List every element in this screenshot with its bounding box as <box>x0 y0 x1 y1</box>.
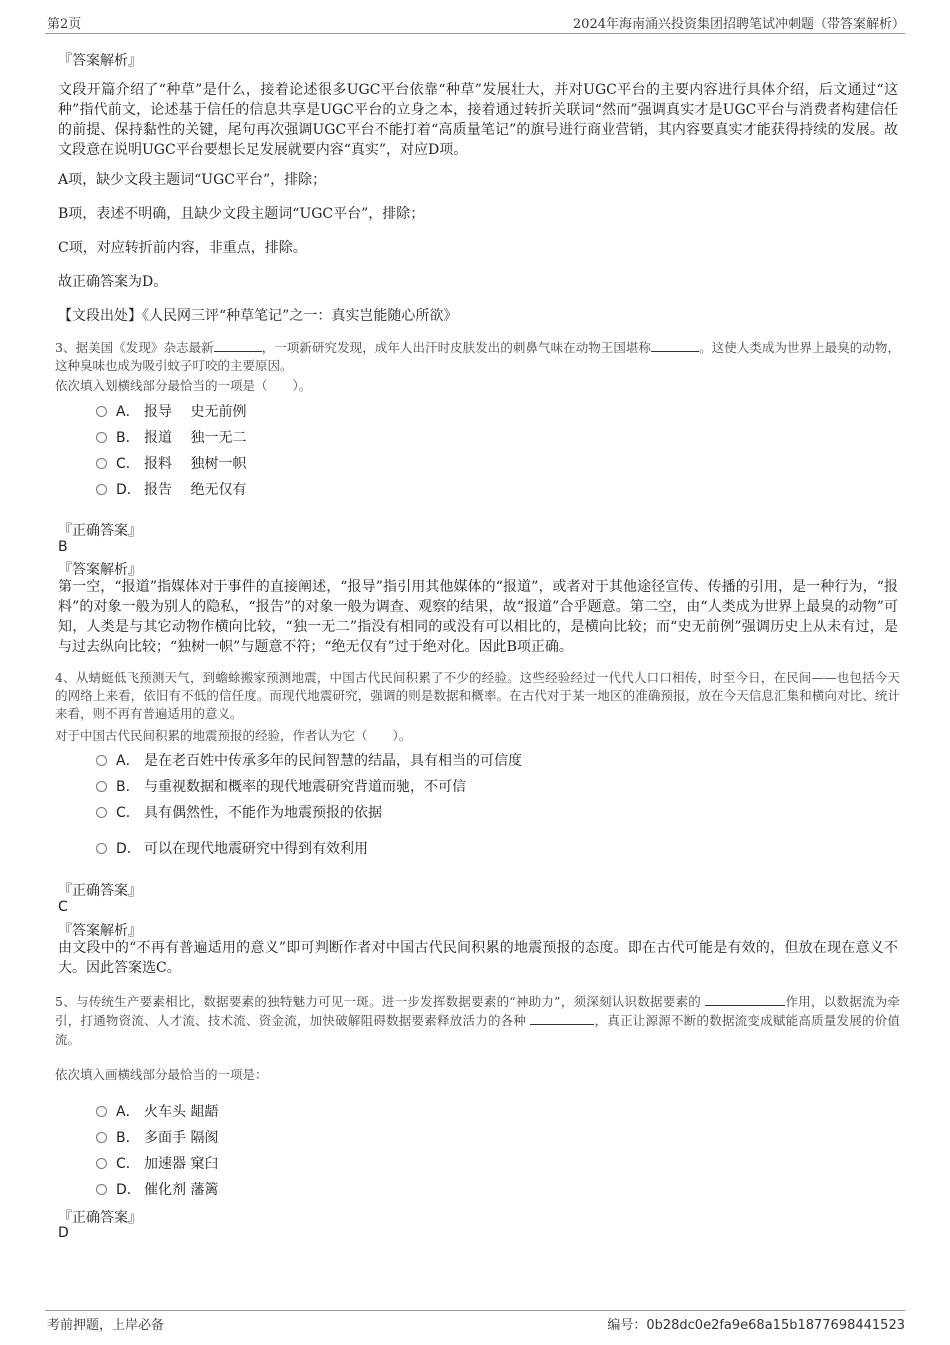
correct-answer-label: 『正确答案』 <box>58 523 142 539</box>
radio-icon[interactable] <box>96 432 107 443</box>
blank-2 <box>530 1012 594 1025</box>
correct-answer-label: 『正确答案』 <box>58 1210 142 1226</box>
footer-slogan: 考前押题，上岸必备 <box>47 1318 165 1333</box>
analysis-paragraph: 文段开篇介绍了“种草”是什么，接着论述很多UGC平台依靠“种草”发展壮大，并对UGC平台的主要内容进行具体介绍，后文通过“这种”指代前文，论述基于信任的信息共享是UGC平台的立身之本，接着通过转折关联词“然而”强调真实才是UGC平台与消费者构建信任的前提、保持黏性的关键，尾句再次强调UGC平台不能打着“高质量笔记”的旗号进行商业营销，其内容要真实才能获得持续的发展。故文段意在说明UGC平台要想长足发展就要内容“真实”，对应D项。 <box>58 82 898 158</box>
footer-document-id: 编号：0b28dc0e2fa9e68a15b1877698441523 <box>607 1318 905 1333</box>
analysis-line-a: A项，缺少文段主题词“UGC平台”，排除； <box>58 172 327 188</box>
correct-answer: D <box>58 1225 69 1241</box>
radio-icon[interactable] <box>96 781 107 792</box>
analysis-label: 『答案解析』 <box>58 562 142 578</box>
radio-icon[interactable] <box>96 458 107 469</box>
page-number: 第2页 <box>47 17 82 32</box>
analysis-label: 『答案解析』 <box>58 923 142 939</box>
radio-icon[interactable] <box>96 807 107 818</box>
footer-rule <box>45 1310 905 1311</box>
q4-option-a[interactable]: A． 是在老百姓中传承多年的民间智慧的结晶，具有相当的可信度 <box>96 750 522 770</box>
analysis-conclusion: 故正确答案为D。 <box>58 274 168 290</box>
radio-icon[interactable] <box>96 406 107 417</box>
radio-icon[interactable] <box>96 843 107 854</box>
question-4-prompt: 对于中国古代民间积累的地震预报的经验，作者认为它（ ）。 <box>55 728 412 743</box>
blank-2 <box>651 339 699 352</box>
q3-option-c[interactable]: C． 报料 独树一帜 <box>96 453 246 473</box>
correct-answer-label: 『正确答案』 <box>58 883 142 899</box>
q3-option-a[interactable]: A． 报导 史无前例 <box>96 401 246 421</box>
question-4-text: 4、从蜻蜓低飞预测天气，到蟾蜍搬家预测地震，中国古代民间积累了不少的经验。这些经验经过一代代人口口相传，时至今日，在民间——也包括今天的网络上来看，依旧有不低的信任度。而现代地震研究，强调的则是数据和概率。在古代对于某一地区的准确预报，放在今天信息汇集和横向对比、统计来看，则不再有普遍适用的意义。 <box>55 670 900 721</box>
q4-option-b[interactable]: B． 与重视数据和概率的现代地震研究背道而驰，不可信 <box>96 776 466 796</box>
question-3-prompt: 依次填入划横线部分最恰当的一项是（ ）。 <box>55 378 312 393</box>
q5-option-c[interactable]: C． 加速器 窠臼 <box>96 1153 218 1173</box>
source-citation: 【文段出处】《人民网三评“种草笔记”之一：真实岂能随心所欲》 <box>58 308 458 324</box>
q5-option-b[interactable]: B． 多面手 隔阂 <box>96 1127 218 1147</box>
radio-icon[interactable] <box>96 755 107 766</box>
question-3-text: 3、据美国《发现》杂志最新 ，一项新研究发现，成年人出汗时皮肤发出的刺鼻气味在动物王国堪称 。这使人类成为世界上最臭的动物，这种臭味也成为吸引蚊子叮咬的主要原因。 <box>55 340 900 373</box>
radio-icon[interactable] <box>96 1132 107 1143</box>
q3-option-b[interactable]: B． 报道 独一无二 <box>96 427 246 447</box>
blank-1 <box>214 339 262 352</box>
q3-option-d[interactable]: D． 报告 绝无仅有 <box>96 479 246 499</box>
q5-option-a[interactable]: A． 火车头 龃龉 <box>96 1101 218 1121</box>
analysis-paragraph: 由文段中的“不再有普遍适用的意义”即可判断作者对中国古代民间积累的地震预报的态度。即在古代可能是有效的，但放在现在意义不大。因此答案选C。 <box>58 940 898 976</box>
correct-answer: C <box>58 899 68 915</box>
correct-answer: B <box>58 539 68 555</box>
q4-option-d[interactable]: D． 可以在现代地震研究中得到有效利用 <box>96 838 368 858</box>
blank-1 <box>705 993 785 1006</box>
radio-icon[interactable] <box>96 1158 107 1169</box>
radio-icon[interactable] <box>96 1184 107 1195</box>
question-5-prompt: 依次填入画横线部分最恰当的一项是： <box>55 1067 268 1082</box>
radio-icon[interactable] <box>96 1106 107 1117</box>
analysis-label: 『答案解析』 <box>58 53 142 69</box>
question-5-text: 5、与传统生产要素相比，数据要素的独特魅力可见一斑。进一步发挥数据要素的“神助力”，须深刻认识数据要素的 作用，以数据流为牵引，打通物资流、人才流、技术流、资金流，加快破解阻碍数据要素释放活力的各种 ，真正让源源不断的数据流变成赋能高质量发展的价值流。 <box>55 994 900 1047</box>
analysis-paragraph: 第一空，“报道”指媒体对于事件的直接阐述，“报导”指引用其他媒体的“报道”，或者对于其他途径宣传、传播的引用，是一种行为，“报料”的对象一般为别人的隐私，“报告”的对象一般为调查、观察的结果，故“报道”合乎题意。第二空，由“人类成为世界上最臭的动物”可知，人类是与其它动物作横向比较，“独一无二”指没有相同的或没有可以相比的，是横向比较；而“史无前例”强调历史上从未有过，是与过去纵向比较；“独树一帜”与题意不符；“绝无仅有”过于绝对化。因此B项正确。 <box>58 579 898 655</box>
q4-option-c[interactable]: C． 具有偶然性，不能作为地震预报的依据 <box>96 802 382 822</box>
analysis-line-c: C项，对应转折前内容，非重点，排除。 <box>58 240 307 256</box>
header-rule <box>45 33 905 34</box>
document-title: 2024年海南涌兴投资集团招聘笔试冲刺题（带答案解析） <box>572 17 905 32</box>
q5-option-d[interactable]: D． 催化剂 藩篱 <box>96 1179 218 1199</box>
analysis-line-b: B项，表述不明确，且缺少文段主题词“UGC平台”，排除； <box>58 206 425 222</box>
radio-icon[interactable] <box>96 484 107 495</box>
